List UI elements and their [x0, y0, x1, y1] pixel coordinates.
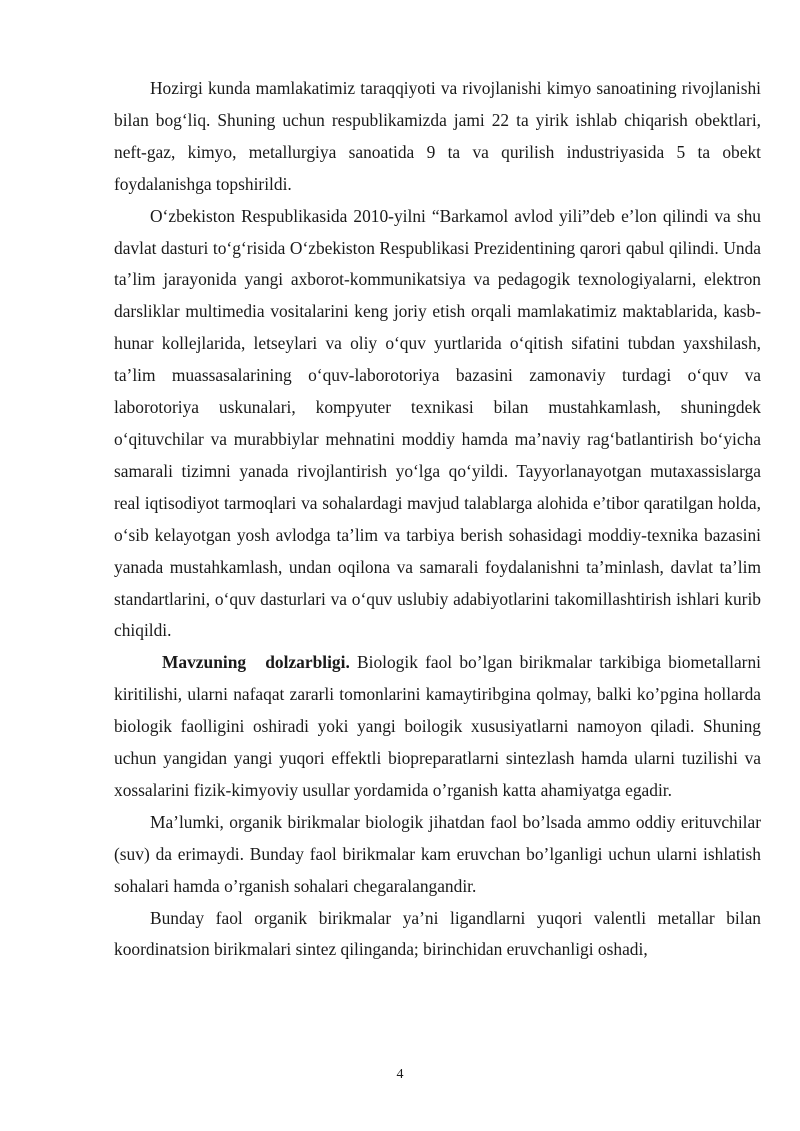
page-number: 4: [396, 1067, 404, 1082]
paragraph-3-text: Biologik faol bo’lgan birikmalar tarkibiga biometallarni kiritilishi, ularni nafaqat zararli tomonlarini kamaytiribgina qolmay, balki ko’pgina hollarda biologik faolligini oshiradi yoki yangi boilogik xususiyatlarni namoyon qiladi. Shuning uchun yangidan yangi yuqori effektli biopreparatlarni sintezlash hamda ularni tuzilishi va xossalarini fizik-kimyoviy usullar yordamida o’rganish katta ahamiyatga egadir.: [114, 652, 761, 800]
body-text: [114, 73, 761, 966]
section-heading: Mavzuning dolzarbligi.: [162, 652, 350, 673]
paragraph-4: Ma’lumki, organik birikmalar biologik jihatdan faol bo’lsada ammo oddiy erituvchilar (suv) da erimaydi. Bunday faol birikmalar kam eruvchan bo’lganligi uchun ularni ishlatish sohalari hamda o’rganish sohalari chegaralangandir.: [114, 811, 761, 896]
paragraph-5: Bunday faol organik birikmalar ya’ni ligandlarni yuqori valentli metallar bilan koordinatsion birikmalari sintez qilinganda; birinchidan eruvchanligi oshadi,: [114, 907, 761, 960]
paragraph-2: O‘zbekiston Respublikasida 2010-yilni “Barkamol avlod yili”deb e’lon qilindi va shu davlat dasturi to‘g‘risida O‘zbekiston Respublikasi Prezidentining qarori qabul qilindi. Unda ta’lim jarayonida yangi axborot-kommunikatsiya va pedagogik texnologiyalarni, elektron darsliklar multimedia vositalarini keng joriy etish orqali mamlakatimiz maktablarida, kasb-hunar kollejlarida, letseylari va oliy o‘quv yurtlarida o‘qitish sifatini tubdan yaxshilash, ta’lim muassasalarining o‘quv-laborotoriya bazasini zamonaviy turdagi o‘quv va laborotoriya uskunalari, kompyuter texnikasi bilan mustahkamlash, shuningdek o‘qituvchilar va murabbiylar mehnatini moddiy hamda ma’naviy rag‘batlantirish bo‘yicha samarali tizimni yanada rivojlantirish yo‘lga qo‘yildi. Tayyorlanayotgan mutaxassislarga real iqtisodiyot tarmoqlari va sohalardagi mavjud talablarga alohida e’tibor qaratilgan holda, o‘sib kelayotgan yosh avlodga ta’lim va tarbiya berish sohasidagi moddiy-texnika bazasini yanada mustahkamlash, undan oqilona va samarali foydalanishni ta’minlash, davlat ta’lim standartlarini, o‘quv dasturlari va o‘quv uslubiy adabiyotlarini takomillashtirish ishlari kurib chiqildi.: [114, 205, 761, 641]
paragraph-3: [114, 647, 761, 807]
paragraph-1: Hozirgi kunda mamlakatimiz taraqqiyoti va rivojlanishi kimyo sanoatining rivojlanishi bilan bog‘liq. Shuning uchun respublikamizda jami 22 ta yirik ishlab chiqarish obektlari, neft-gaz, kimyo, metallurgiya sanoatida 9 ta va qurilish industriyasida 5 ta obekt foydalanishga topshirildi.: [114, 78, 761, 194]
